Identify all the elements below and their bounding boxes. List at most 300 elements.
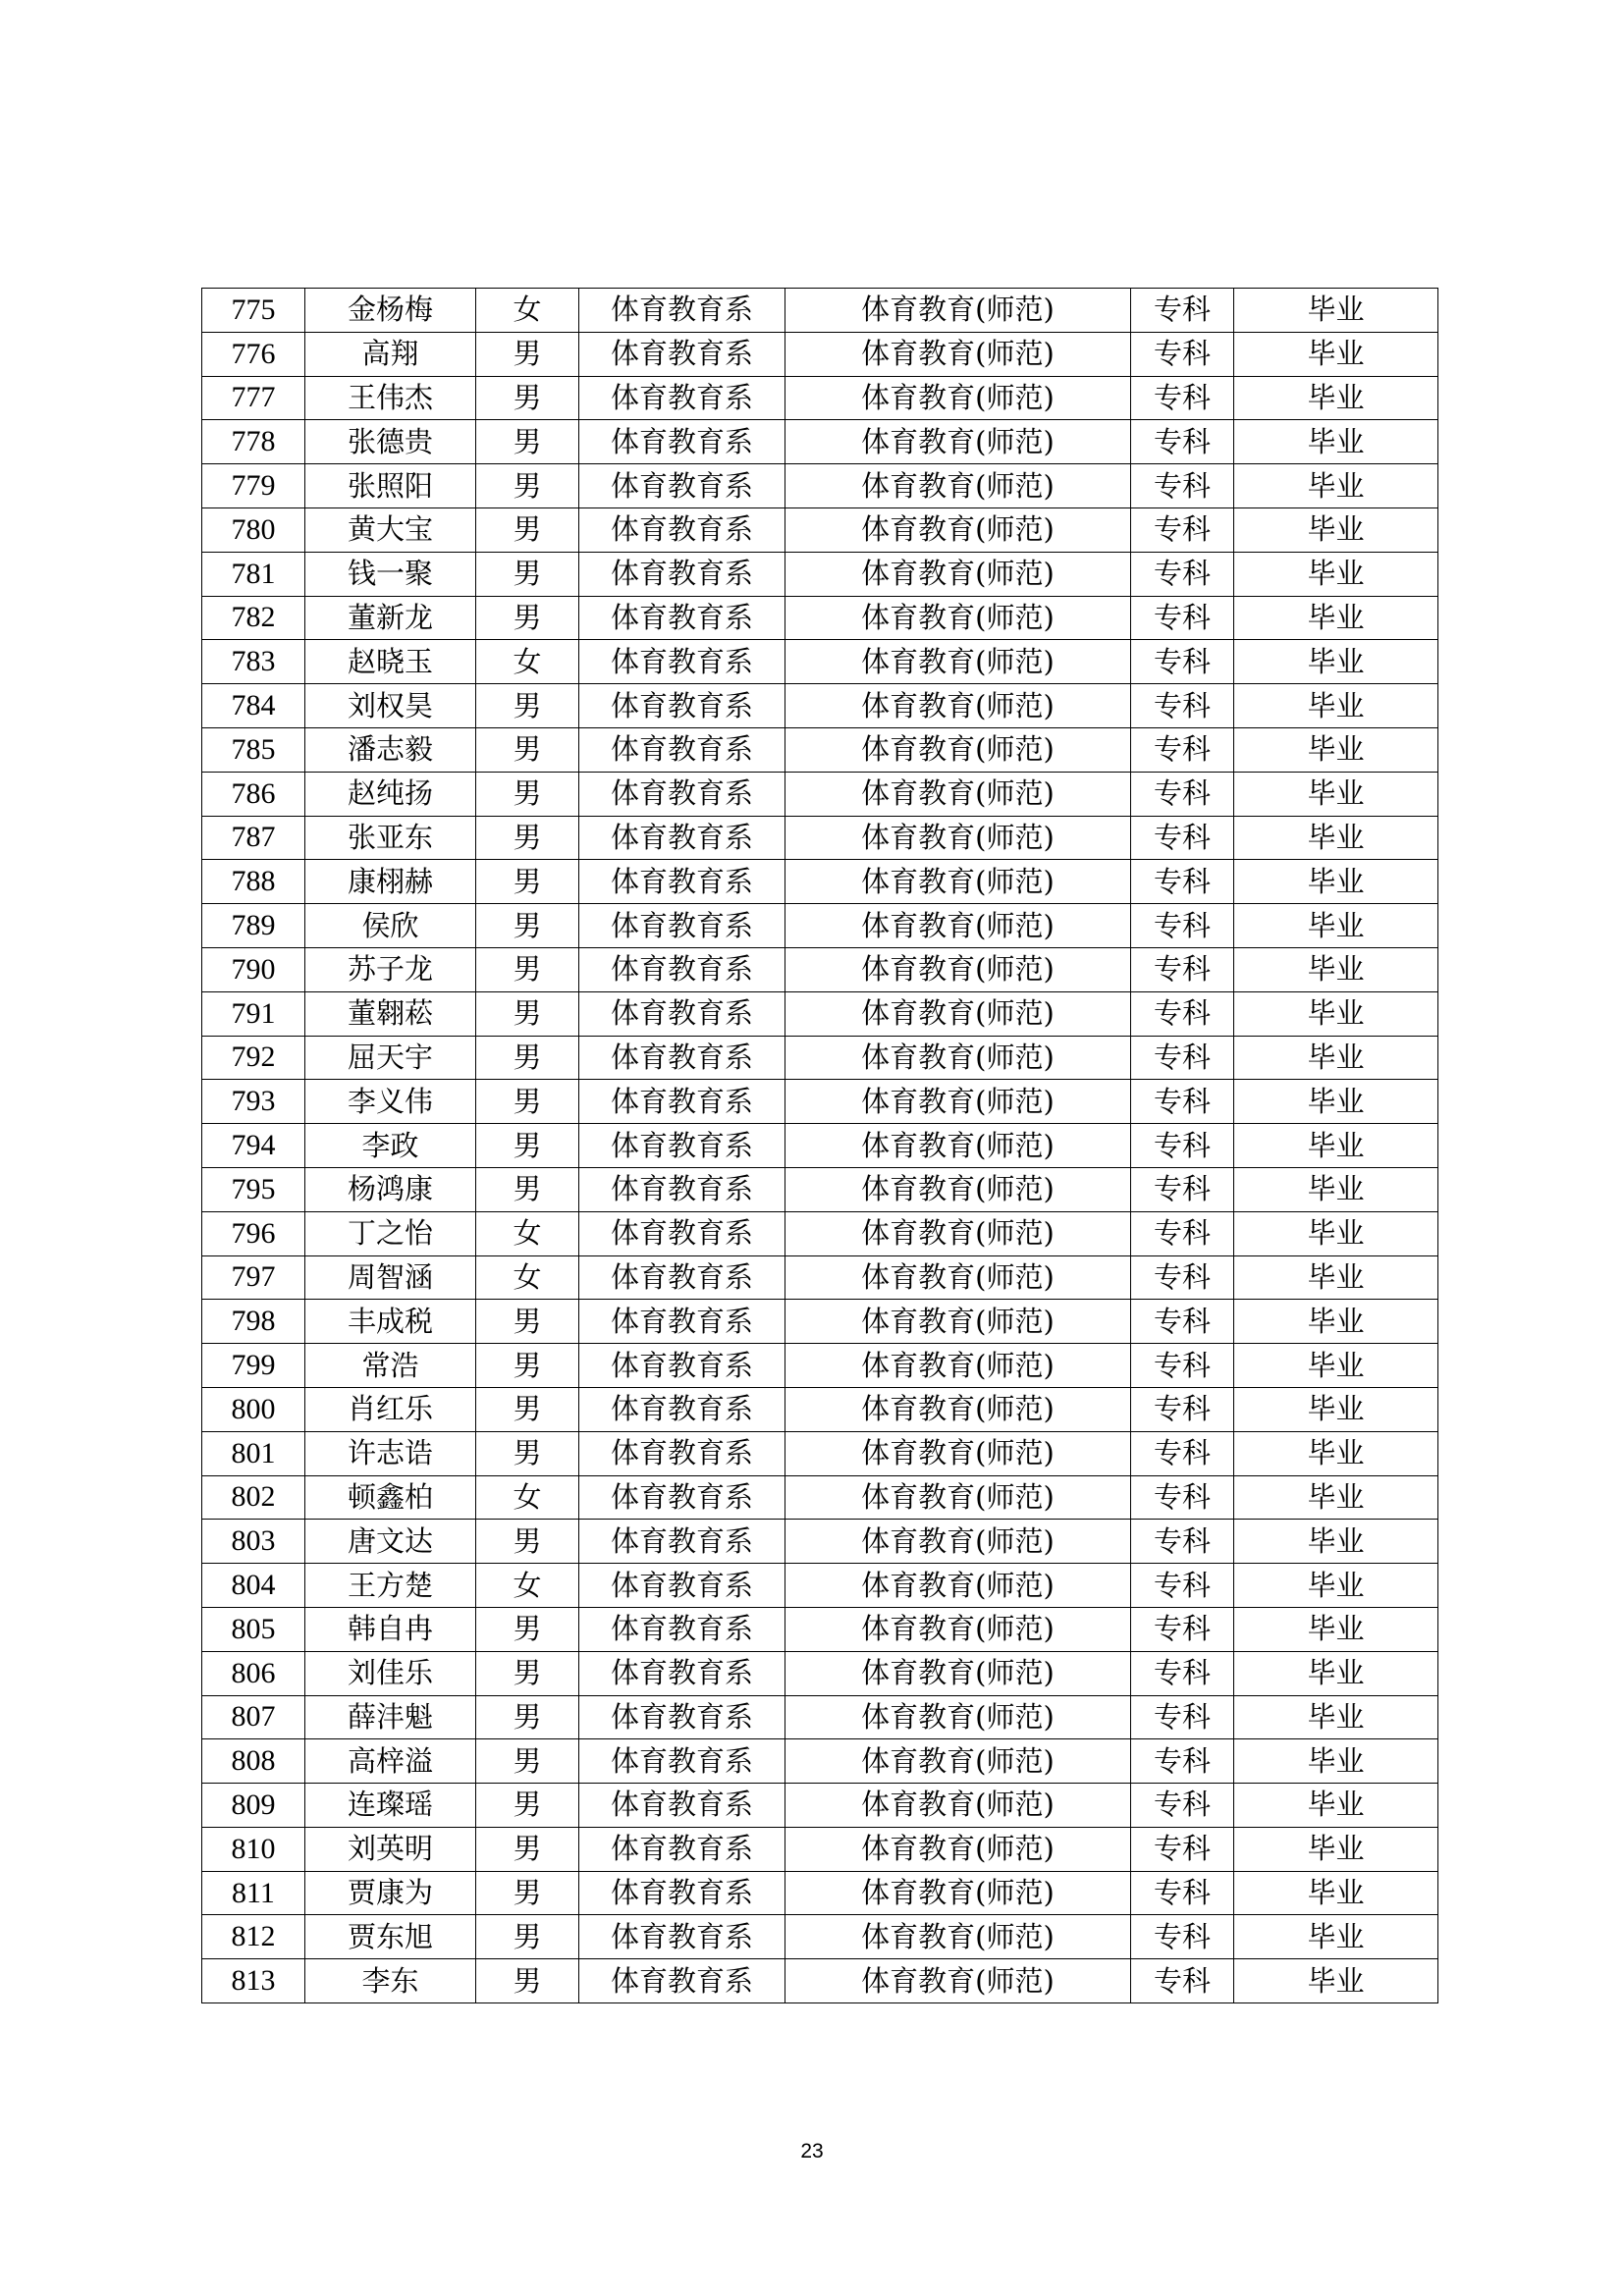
name-cell: 许志诰 <box>305 1431 476 1475</box>
serial-cell: 783 <box>202 640 305 684</box>
gender-cell: 男 <box>476 1036 579 1080</box>
name-cell: 张亚东 <box>305 816 476 860</box>
serial-cell: 779 <box>202 464 305 508</box>
serial-cell: 809 <box>202 1784 305 1828</box>
department-cell: 体育教育系 <box>579 552 785 596</box>
level-cell: 专科 <box>1131 1695 1234 1739</box>
level-cell: 专科 <box>1131 1036 1234 1080</box>
name-cell: 潘志毅 <box>305 727 476 772</box>
status-cell: 毕业 <box>1234 727 1438 772</box>
gender-cell: 男 <box>476 1607 579 1651</box>
serial-cell: 790 <box>202 947 305 991</box>
status-cell: 毕业 <box>1234 1036 1438 1080</box>
status-cell: 毕业 <box>1234 1827 1438 1871</box>
level-cell: 专科 <box>1131 1827 1234 1871</box>
major-cell: 体育教育(师范) <box>785 420 1131 464</box>
department-cell: 体育教育系 <box>579 596 785 640</box>
department-cell: 体育教育系 <box>579 772 785 816</box>
department-cell: 体育教育系 <box>579 816 785 860</box>
table-row <box>202 289 1438 333</box>
status-cell: 毕业 <box>1234 1211 1438 1255</box>
table-row <box>202 991 1438 1036</box>
status-cell: 毕业 <box>1234 1959 1438 2003</box>
department-cell: 体育教育系 <box>579 1475 785 1520</box>
level-cell: 专科 <box>1131 727 1234 772</box>
serial-cell: 796 <box>202 1211 305 1255</box>
level-cell: 专科 <box>1131 464 1234 508</box>
major-cell: 体育教育(师范) <box>785 376 1131 420</box>
status-cell: 毕业 <box>1234 1607 1438 1651</box>
table-row <box>202 860 1438 904</box>
status-cell: 毕业 <box>1234 332 1438 376</box>
status-cell: 毕业 <box>1234 1080 1438 1124</box>
major-cell: 体育教育(师范) <box>785 772 1131 816</box>
gender-cell: 女 <box>476 1255 579 1300</box>
level-cell: 专科 <box>1131 1080 1234 1124</box>
serial-cell: 811 <box>202 1871 305 1915</box>
status-cell: 毕业 <box>1234 1475 1438 1520</box>
name-cell: 董翱菘 <box>305 991 476 1036</box>
major-cell: 体育教育(师范) <box>785 1739 1131 1784</box>
name-cell: 刘佳乐 <box>305 1651 476 1695</box>
serial-cell: 785 <box>202 727 305 772</box>
major-cell: 体育教育(师范) <box>785 1475 1131 1520</box>
status-cell: 毕业 <box>1234 1651 1438 1695</box>
status-cell: 毕业 <box>1234 1915 1438 1959</box>
name-cell: 王伟杰 <box>305 376 476 420</box>
major-cell: 体育教育(师范) <box>785 552 1131 596</box>
status-cell: 毕业 <box>1234 1695 1438 1739</box>
department-cell: 体育教育系 <box>579 1695 785 1739</box>
level-cell: 专科 <box>1131 289 1234 333</box>
name-cell: 高翔 <box>305 332 476 376</box>
serial-cell: 787 <box>202 816 305 860</box>
table-row <box>202 1167 1438 1211</box>
table-row <box>202 816 1438 860</box>
department-cell: 体育教育系 <box>579 1651 785 1695</box>
gender-cell: 男 <box>476 1387 579 1431</box>
serial-cell: 807 <box>202 1695 305 1739</box>
name-cell: 赵纯扬 <box>305 772 476 816</box>
gender-cell: 男 <box>476 684 579 728</box>
status-cell: 毕业 <box>1234 772 1438 816</box>
major-cell: 体育教育(师范) <box>785 1255 1131 1300</box>
department-cell: 体育教育系 <box>579 1211 785 1255</box>
gender-cell: 男 <box>476 552 579 596</box>
table-row <box>202 1080 1438 1124</box>
status-cell: 毕业 <box>1234 1124 1438 1168</box>
major-cell: 体育教育(师范) <box>785 1387 1131 1431</box>
serial-cell: 778 <box>202 420 305 464</box>
serial-cell: 775 <box>202 289 305 333</box>
gender-cell: 男 <box>476 464 579 508</box>
name-cell: 董新龙 <box>305 596 476 640</box>
department-cell: 体育教育系 <box>579 1871 785 1915</box>
gender-cell: 男 <box>476 1167 579 1211</box>
serial-cell: 800 <box>202 1387 305 1431</box>
department-cell: 体育教育系 <box>579 1344 785 1388</box>
department-cell: 体育教育系 <box>579 947 785 991</box>
department-cell: 体育教育系 <box>579 991 785 1036</box>
table-row <box>202 1784 1438 1828</box>
serial-cell: 797 <box>202 1255 305 1300</box>
level-cell: 专科 <box>1131 1344 1234 1388</box>
department-cell: 体育教育系 <box>579 1387 785 1431</box>
status-cell: 毕业 <box>1234 1255 1438 1300</box>
gender-cell: 男 <box>476 991 579 1036</box>
department-cell: 体育教育系 <box>579 1300 785 1344</box>
major-cell: 体育教育(师范) <box>785 816 1131 860</box>
department-cell: 体育教育系 <box>579 1564 785 1608</box>
name-cell: 杨鸿康 <box>305 1167 476 1211</box>
name-cell: 丰成税 <box>305 1300 476 1344</box>
major-cell: 体育教育(师范) <box>785 1651 1131 1695</box>
serial-cell: 788 <box>202 860 305 904</box>
name-cell: 王方楚 <box>305 1564 476 1608</box>
name-cell: 贾康为 <box>305 1871 476 1915</box>
name-cell: 高梓溢 <box>305 1739 476 1784</box>
name-cell: 常浩 <box>305 1344 476 1388</box>
level-cell: 专科 <box>1131 376 1234 420</box>
table-row <box>202 1431 1438 1475</box>
level-cell: 专科 <box>1131 1124 1234 1168</box>
major-cell: 体育教育(师范) <box>785 464 1131 508</box>
major-cell: 体育教育(师范) <box>785 596 1131 640</box>
gender-cell: 男 <box>476 376 579 420</box>
table-row <box>202 1255 1438 1300</box>
major-cell: 体育教育(师范) <box>785 289 1131 333</box>
table-row <box>202 1211 1438 1255</box>
table-row <box>202 1695 1438 1739</box>
level-cell: 专科 <box>1131 332 1234 376</box>
table-row <box>202 1739 1438 1784</box>
gender-cell: 男 <box>476 1915 579 1959</box>
level-cell: 专科 <box>1131 991 1234 1036</box>
table-row <box>202 1607 1438 1651</box>
serial-cell: 798 <box>202 1300 305 1344</box>
level-cell: 专科 <box>1131 1607 1234 1651</box>
table-row <box>202 1564 1438 1608</box>
serial-cell: 792 <box>202 1036 305 1080</box>
status-cell: 毕业 <box>1234 1784 1438 1828</box>
table-row <box>202 1827 1438 1871</box>
level-cell: 专科 <box>1131 1475 1234 1520</box>
status-cell: 毕业 <box>1234 1387 1438 1431</box>
department-cell: 体育教育系 <box>579 1124 785 1168</box>
name-cell: 李东 <box>305 1959 476 2003</box>
name-cell: 侯欣 <box>305 904 476 948</box>
major-cell: 体育教育(师范) <box>785 727 1131 772</box>
table-row <box>202 904 1438 948</box>
gender-cell: 男 <box>476 1651 579 1695</box>
name-cell: 张德贵 <box>305 420 476 464</box>
department-cell: 体育教育系 <box>579 684 785 728</box>
gender-cell: 男 <box>476 1080 579 1124</box>
serial-cell: 777 <box>202 376 305 420</box>
name-cell: 刘权昊 <box>305 684 476 728</box>
level-cell: 专科 <box>1131 1255 1234 1300</box>
table-row <box>202 1871 1438 1915</box>
major-cell: 体育教育(师范) <box>785 1300 1131 1344</box>
level-cell: 专科 <box>1131 1300 1234 1344</box>
gender-cell: 男 <box>476 1431 579 1475</box>
level-cell: 专科 <box>1131 1387 1234 1431</box>
level-cell: 专科 <box>1131 904 1234 948</box>
table-row <box>202 1300 1438 1344</box>
table-row <box>202 1475 1438 1520</box>
status-cell: 毕业 <box>1234 1167 1438 1211</box>
gender-cell: 女 <box>476 1564 579 1608</box>
serial-cell: 793 <box>202 1080 305 1124</box>
status-cell: 毕业 <box>1234 1431 1438 1475</box>
level-cell: 专科 <box>1131 860 1234 904</box>
name-cell: 刘英明 <box>305 1827 476 1871</box>
table-row <box>202 1520 1438 1564</box>
level-cell: 专科 <box>1131 772 1234 816</box>
gender-cell: 男 <box>476 1695 579 1739</box>
table-row <box>202 420 1438 464</box>
major-cell: 体育教育(师范) <box>785 1695 1131 1739</box>
name-cell: 钱一聚 <box>305 552 476 596</box>
table-row <box>202 332 1438 376</box>
gender-cell: 男 <box>476 860 579 904</box>
status-cell: 毕业 <box>1234 904 1438 948</box>
table-row <box>202 640 1438 684</box>
name-cell: 康栩赫 <box>305 860 476 904</box>
table-row <box>202 727 1438 772</box>
serial-cell: 799 <box>202 1344 305 1388</box>
gender-cell: 男 <box>476 1300 579 1344</box>
level-cell: 专科 <box>1131 1431 1234 1475</box>
department-cell: 体育教育系 <box>579 1827 785 1871</box>
table-row <box>202 376 1438 420</box>
serial-cell: 789 <box>202 904 305 948</box>
table-row <box>202 684 1438 728</box>
department-cell: 体育教育系 <box>579 1520 785 1564</box>
gender-cell: 男 <box>476 727 579 772</box>
name-cell: 苏子龙 <box>305 947 476 991</box>
major-cell: 体育教育(师范) <box>785 1080 1131 1124</box>
level-cell: 专科 <box>1131 420 1234 464</box>
level-cell: 专科 <box>1131 1959 1234 2003</box>
status-cell: 毕业 <box>1234 991 1438 1036</box>
table-row <box>202 947 1438 991</box>
major-cell: 体育教育(师范) <box>785 947 1131 991</box>
gender-cell: 女 <box>476 640 579 684</box>
status-cell: 毕业 <box>1234 1344 1438 1388</box>
status-cell: 毕业 <box>1234 684 1438 728</box>
status-cell: 毕业 <box>1234 1300 1438 1344</box>
major-cell: 体育教育(师范) <box>785 1915 1131 1959</box>
status-cell: 毕业 <box>1234 464 1438 508</box>
table-row <box>202 552 1438 596</box>
gender-cell: 男 <box>476 1827 579 1871</box>
name-cell: 李义伟 <box>305 1080 476 1124</box>
major-cell: 体育教育(师范) <box>785 1036 1131 1080</box>
serial-cell: 810 <box>202 1827 305 1871</box>
serial-cell: 782 <box>202 596 305 640</box>
department-cell: 体育教育系 <box>579 1959 785 2003</box>
gender-cell: 男 <box>476 332 579 376</box>
level-cell: 专科 <box>1131 1739 1234 1784</box>
gender-cell: 男 <box>476 1344 579 1388</box>
gender-cell: 女 <box>476 289 579 333</box>
major-cell: 体育教育(师范) <box>785 1124 1131 1168</box>
major-cell: 体育教育(师范) <box>785 1211 1131 1255</box>
major-cell: 体育教育(师范) <box>785 904 1131 948</box>
name-cell: 张照阳 <box>305 464 476 508</box>
major-cell: 体育教育(师范) <box>785 860 1131 904</box>
name-cell: 丁之怡 <box>305 1211 476 1255</box>
gender-cell: 男 <box>476 947 579 991</box>
serial-cell: 802 <box>202 1475 305 1520</box>
serial-cell: 805 <box>202 1607 305 1651</box>
page-number: 23 <box>800 2140 824 2163</box>
status-cell: 毕业 <box>1234 420 1438 464</box>
major-cell: 体育教育(师范) <box>785 1607 1131 1651</box>
table-row <box>202 464 1438 508</box>
major-cell: 体育教育(师范) <box>785 1827 1131 1871</box>
name-cell: 赵晓玉 <box>305 640 476 684</box>
level-cell: 专科 <box>1131 507 1234 552</box>
department-cell: 体育教育系 <box>579 1167 785 1211</box>
serial-cell: 791 <box>202 991 305 1036</box>
major-cell: 体育教育(师范) <box>785 1564 1131 1608</box>
serial-cell: 795 <box>202 1167 305 1211</box>
level-cell: 专科 <box>1131 1915 1234 1959</box>
status-cell: 毕业 <box>1234 596 1438 640</box>
level-cell: 专科 <box>1131 816 1234 860</box>
level-cell: 专科 <box>1131 640 1234 684</box>
department-cell: 体育教育系 <box>579 727 785 772</box>
department-cell: 体育教育系 <box>579 464 785 508</box>
gender-cell: 男 <box>476 772 579 816</box>
major-cell: 体育教育(师范) <box>785 1959 1131 2003</box>
serial-cell: 808 <box>202 1739 305 1784</box>
level-cell: 专科 <box>1131 947 1234 991</box>
department-cell: 体育教育系 <box>579 640 785 684</box>
table-row <box>202 1959 1438 2003</box>
serial-cell: 781 <box>202 552 305 596</box>
table-row <box>202 507 1438 552</box>
department-cell: 体育教育系 <box>579 1607 785 1651</box>
level-cell: 专科 <box>1131 1167 1234 1211</box>
level-cell: 专科 <box>1131 1651 1234 1695</box>
department-cell: 体育教育系 <box>579 420 785 464</box>
department-cell: 体育教育系 <box>579 332 785 376</box>
gender-cell: 男 <box>476 1520 579 1564</box>
gender-cell: 男 <box>476 1739 579 1784</box>
department-cell: 体育教育系 <box>579 860 785 904</box>
name-cell: 连璨瑶 <box>305 1784 476 1828</box>
status-cell: 毕业 <box>1234 1871 1438 1915</box>
name-cell: 肖红乐 <box>305 1387 476 1431</box>
department-cell: 体育教育系 <box>579 904 785 948</box>
name-cell: 薛沣魁 <box>305 1695 476 1739</box>
status-cell: 毕业 <box>1234 640 1438 684</box>
status-cell: 毕业 <box>1234 376 1438 420</box>
table-row <box>202 1344 1438 1388</box>
department-cell: 体育教育系 <box>579 289 785 333</box>
department-cell: 体育教育系 <box>579 1080 785 1124</box>
level-cell: 专科 <box>1131 1520 1234 1564</box>
table-row <box>202 1915 1438 1959</box>
serial-cell: 803 <box>202 1520 305 1564</box>
serial-cell: 794 <box>202 1124 305 1168</box>
name-cell: 屈天宇 <box>305 1036 476 1080</box>
serial-cell: 806 <box>202 1651 305 1695</box>
level-cell: 专科 <box>1131 1211 1234 1255</box>
serial-cell: 801 <box>202 1431 305 1475</box>
department-cell: 体育教育系 <box>579 1431 785 1475</box>
status-cell: 毕业 <box>1234 1520 1438 1564</box>
serial-cell: 786 <box>202 772 305 816</box>
level-cell: 专科 <box>1131 596 1234 640</box>
gender-cell: 男 <box>476 420 579 464</box>
level-cell: 专科 <box>1131 1871 1234 1915</box>
major-cell: 体育教育(师范) <box>785 1871 1131 1915</box>
name-cell: 韩自冉 <box>305 1607 476 1651</box>
department-cell: 体育教育系 <box>579 376 785 420</box>
major-cell: 体育教育(师范) <box>785 991 1131 1036</box>
major-cell: 体育教育(师范) <box>785 332 1131 376</box>
major-cell: 体育教育(师范) <box>785 507 1131 552</box>
gender-cell: 男 <box>476 1871 579 1915</box>
name-cell: 金杨梅 <box>305 289 476 333</box>
gender-cell: 男 <box>476 1959 579 2003</box>
serial-cell: 776 <box>202 332 305 376</box>
status-cell: 毕业 <box>1234 289 1438 333</box>
gender-cell: 男 <box>476 904 579 948</box>
gender-cell: 男 <box>476 816 579 860</box>
table-row <box>202 1036 1438 1080</box>
gender-cell: 男 <box>476 1124 579 1168</box>
table-row <box>202 1387 1438 1431</box>
name-cell: 黄大宝 <box>305 507 476 552</box>
serial-cell: 784 <box>202 684 305 728</box>
status-cell: 毕业 <box>1234 860 1438 904</box>
graduate-list-table <box>201 288 1438 2003</box>
status-cell: 毕业 <box>1234 1564 1438 1608</box>
level-cell: 专科 <box>1131 1564 1234 1608</box>
gender-cell: 女 <box>476 1475 579 1520</box>
name-cell: 唐文达 <box>305 1520 476 1564</box>
name-cell: 顿鑫柏 <box>305 1475 476 1520</box>
table-row <box>202 596 1438 640</box>
gender-cell: 男 <box>476 507 579 552</box>
major-cell: 体育教育(师范) <box>785 1167 1131 1211</box>
level-cell: 专科 <box>1131 552 1234 596</box>
gender-cell: 女 <box>476 1211 579 1255</box>
department-cell: 体育教育系 <box>579 1255 785 1300</box>
status-cell: 毕业 <box>1234 816 1438 860</box>
serial-cell: 804 <box>202 1564 305 1608</box>
major-cell: 体育教育(师范) <box>785 1431 1131 1475</box>
gender-cell: 男 <box>476 596 579 640</box>
name-cell: 贾东旭 <box>305 1915 476 1959</box>
level-cell: 专科 <box>1131 684 1234 728</box>
graduate-list-body <box>202 289 1438 2003</box>
status-cell: 毕业 <box>1234 1739 1438 1784</box>
major-cell: 体育教育(师范) <box>785 640 1131 684</box>
gender-cell: 男 <box>476 1784 579 1828</box>
status-cell: 毕业 <box>1234 552 1438 596</box>
department-cell: 体育教育系 <box>579 1739 785 1784</box>
major-cell: 体育教育(师范) <box>785 1520 1131 1564</box>
table-row <box>202 772 1438 816</box>
serial-cell: 812 <box>202 1915 305 1959</box>
major-cell: 体育教育(师范) <box>785 1344 1131 1388</box>
